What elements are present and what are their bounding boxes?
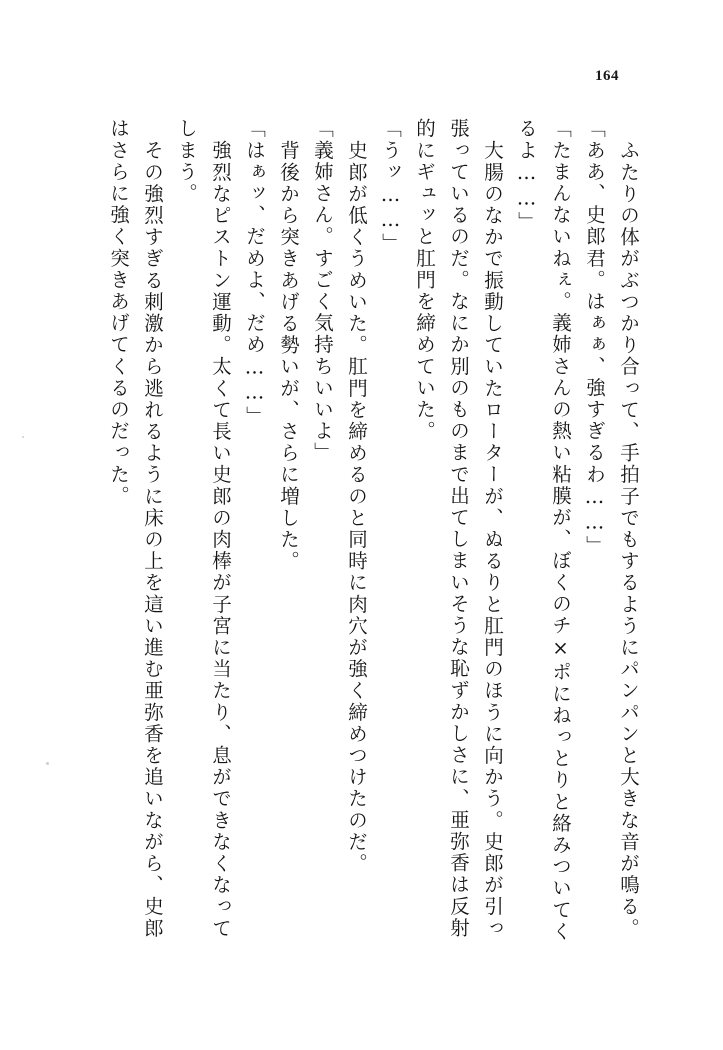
text-line: その強烈すぎる刺激から逃れるように床の上を這い進む亜弥香を追いながら、史郎 [141,140,164,940]
paper-speck [22,436,24,438]
text-line: るよ……」 [515,118,538,233]
text-line: 大腸のなかで振動していたローターが、ぬるりと肛門のほうに向かう。史郎が引っ [481,140,504,940]
text-line: ふたりの体がぶつかり合って、手拍子でもするようにパンパンと大きな音が鳴る。 [617,140,640,940]
text-line: 史郎が低くうめいた。肛門を締めるのと同時に肉穴が強く締めつけたのだ。 [345,140,368,875]
text-line: 「義姉さん。すごく気持ちいいよ」 [311,118,334,464]
vertical-text-body [85,118,645,988]
text-line: はさらに強く突きあげてくるのだった。 [107,118,130,507]
text-line: しまう。 [175,118,198,205]
text-line: 「うッ……」 [379,118,402,255]
text-line: 張っているのだ。なにか別のものまで出てしまいそうな恥ずかしさに、亜弥香は反射 [447,118,470,939]
text-line: 「ああ、史郎君。はぁぁ、強すぎるわ……」 [583,118,606,557]
text-line: 的にギュッと肛門を締めていた。 [413,118,436,442]
text-line: 「はぁッ、だめよ、だめ……」 [243,118,266,428]
text-line: 背後から突きあげる勢いが、さらに増した。 [277,140,300,572]
text-line: 「たまんないねぇ。義姉さんの熱い粘膜が、ぼくのチ×ポにねっとりと絡みついてく [549,118,572,943]
page-number: 164 [595,68,619,84]
text-line: 強烈なピストン運動。太くて長い史郎の肉棒が子宮に当たり、息ができなくなって [209,140,232,940]
paper-speck [46,762,49,765]
